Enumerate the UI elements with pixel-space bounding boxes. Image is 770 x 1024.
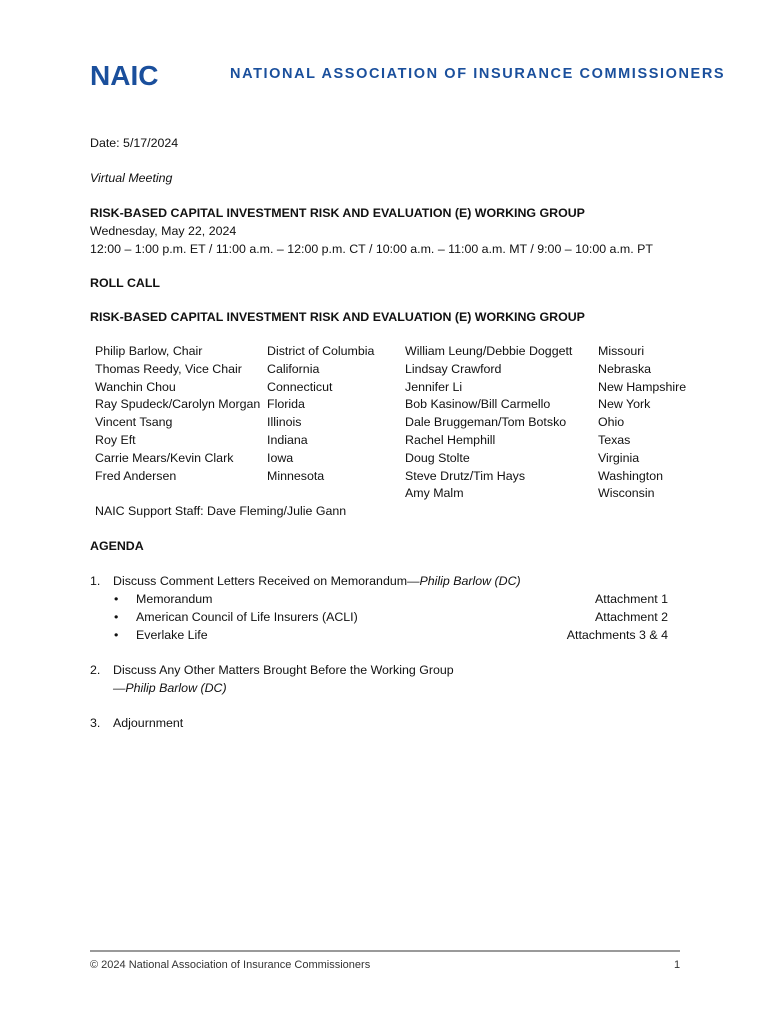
member-name: Bob Kasinow/Bill Carmello [405,397,551,412]
naic-logo [90,60,186,90]
agenda-bullet: • Memorandum [136,590,212,608]
agenda-item-number: 2. [90,663,101,677]
member-state: Nebraska [598,361,652,376]
member-name: Jennifer Li [405,379,463,394]
agenda-item-presenter: —Philip Barlow (DC) [407,574,521,588]
member-state: Texas [598,432,631,447]
member-name: Amy Malm [405,486,464,501]
meeting-type: Virtual Meeting [90,171,173,185]
member-name: Lindsay Crawford [405,361,502,376]
states-col-2 [598,343,686,503]
footer-divider [90,950,680,952]
member-state: District of Columbia [267,344,375,358]
member-state: New York [598,397,651,412]
member-name: Doug Stolte [405,450,470,465]
agenda-item-number: 3. [90,716,101,730]
roll-call-heading: ROLL CALL [90,276,160,290]
member-name: Ray Spudeck/Carolyn Morgan [95,397,261,412]
member-name: Fred Andersen [95,468,177,483]
states-col-1 [267,343,374,485]
agenda-item-text: Discuss Comment Letters Received on Memorandum [113,574,408,588]
member-name: Steve Drutz/Tim Hays [405,468,526,483]
agenda-bullet: • Everlake Life [136,626,208,644]
agenda-item-number: 1. [90,574,101,588]
member-name: Rachel Hemphill [405,432,496,447]
agenda-heading: AGENDA [90,539,144,553]
member-state: Illinois [267,415,302,430]
member-state: Indiana [267,432,308,447]
agenda-item-text: Discuss Any Other Matters Brought Before the Working Group [113,663,454,677]
member-name: Thomas Reedy, Vice Chair [95,361,242,376]
member-state: Wisconsin [598,486,655,501]
attachment-ref: Attachment 1 [594,592,668,606]
member-state: Missouri [598,344,645,358]
member-state: Connecticut [267,379,333,394]
agenda-item-text: Adjournment [113,716,184,730]
page-number: 1 [674,959,681,971]
member-state: Iowa [267,450,294,465]
member-name: William Leung/Debbie Doggett [405,344,573,358]
member-name: Philip Barlow, Chair [95,344,203,358]
member-state: Washington [598,468,663,483]
attachment-ref: Attachments 3 & 4 [566,628,668,642]
member-state: Florida [267,397,305,412]
member-state: California [267,361,320,376]
attachment-ref: Attachment 2 [594,610,668,624]
member-state: Ohio [598,415,625,430]
member-name: Vincent Tsang [95,415,173,430]
agenda-item-presenter: —Philip Barlow (DC) [113,681,227,695]
members-col-1 [95,343,260,485]
footer-copyright: © 2024 National Association of Insurance Commissioners [90,959,371,971]
members-col-2 [405,343,572,503]
member-name: Roy Eft [95,432,136,447]
group-title: RISK-BASED CAPITAL INVESTMENT RISK AND EVALUATION (E) WORKING GROUP [90,206,585,220]
meeting-times: 12:00 – 1:00 p.m. ET / 11:00 a.m. – 12:00 p.m. CT / 10:00 a.m. – 11:00 a.m. MT / 9:00 – 10:00 a.m. PT [90,242,653,256]
meeting-day: Wednesday, May 22, 2024 [90,224,237,238]
member-state: Virginia [598,450,640,465]
member-state: Minnesota [267,468,325,483]
member-name: Carrie Mears/Kevin Clark [95,450,234,465]
member-name: Dale Bruggeman/Tom Botsko [405,415,567,430]
member-state: New Hampshire [598,379,687,394]
logo-text: NAIC [90,60,159,90]
meeting-date: Date: 5/17/2024 [90,136,179,150]
agenda-item-1 [113,572,521,590]
org-name: NATIONAL ASSOCIATION OF INSURANCE COMMISSIONERS [230,66,726,82]
support-staff: NAIC Support Staff: Dave Fleming/Julie Gann [95,504,347,518]
member-name: Wanchin Chou [95,379,176,394]
roll-call-group-title: RISK-BASED CAPITAL INVESTMENT RISK AND EVALUATION (E) WORKING GROUP [90,310,585,324]
agenda-bullet: • American Council of Life Insurers (ACLI) [136,608,358,626]
